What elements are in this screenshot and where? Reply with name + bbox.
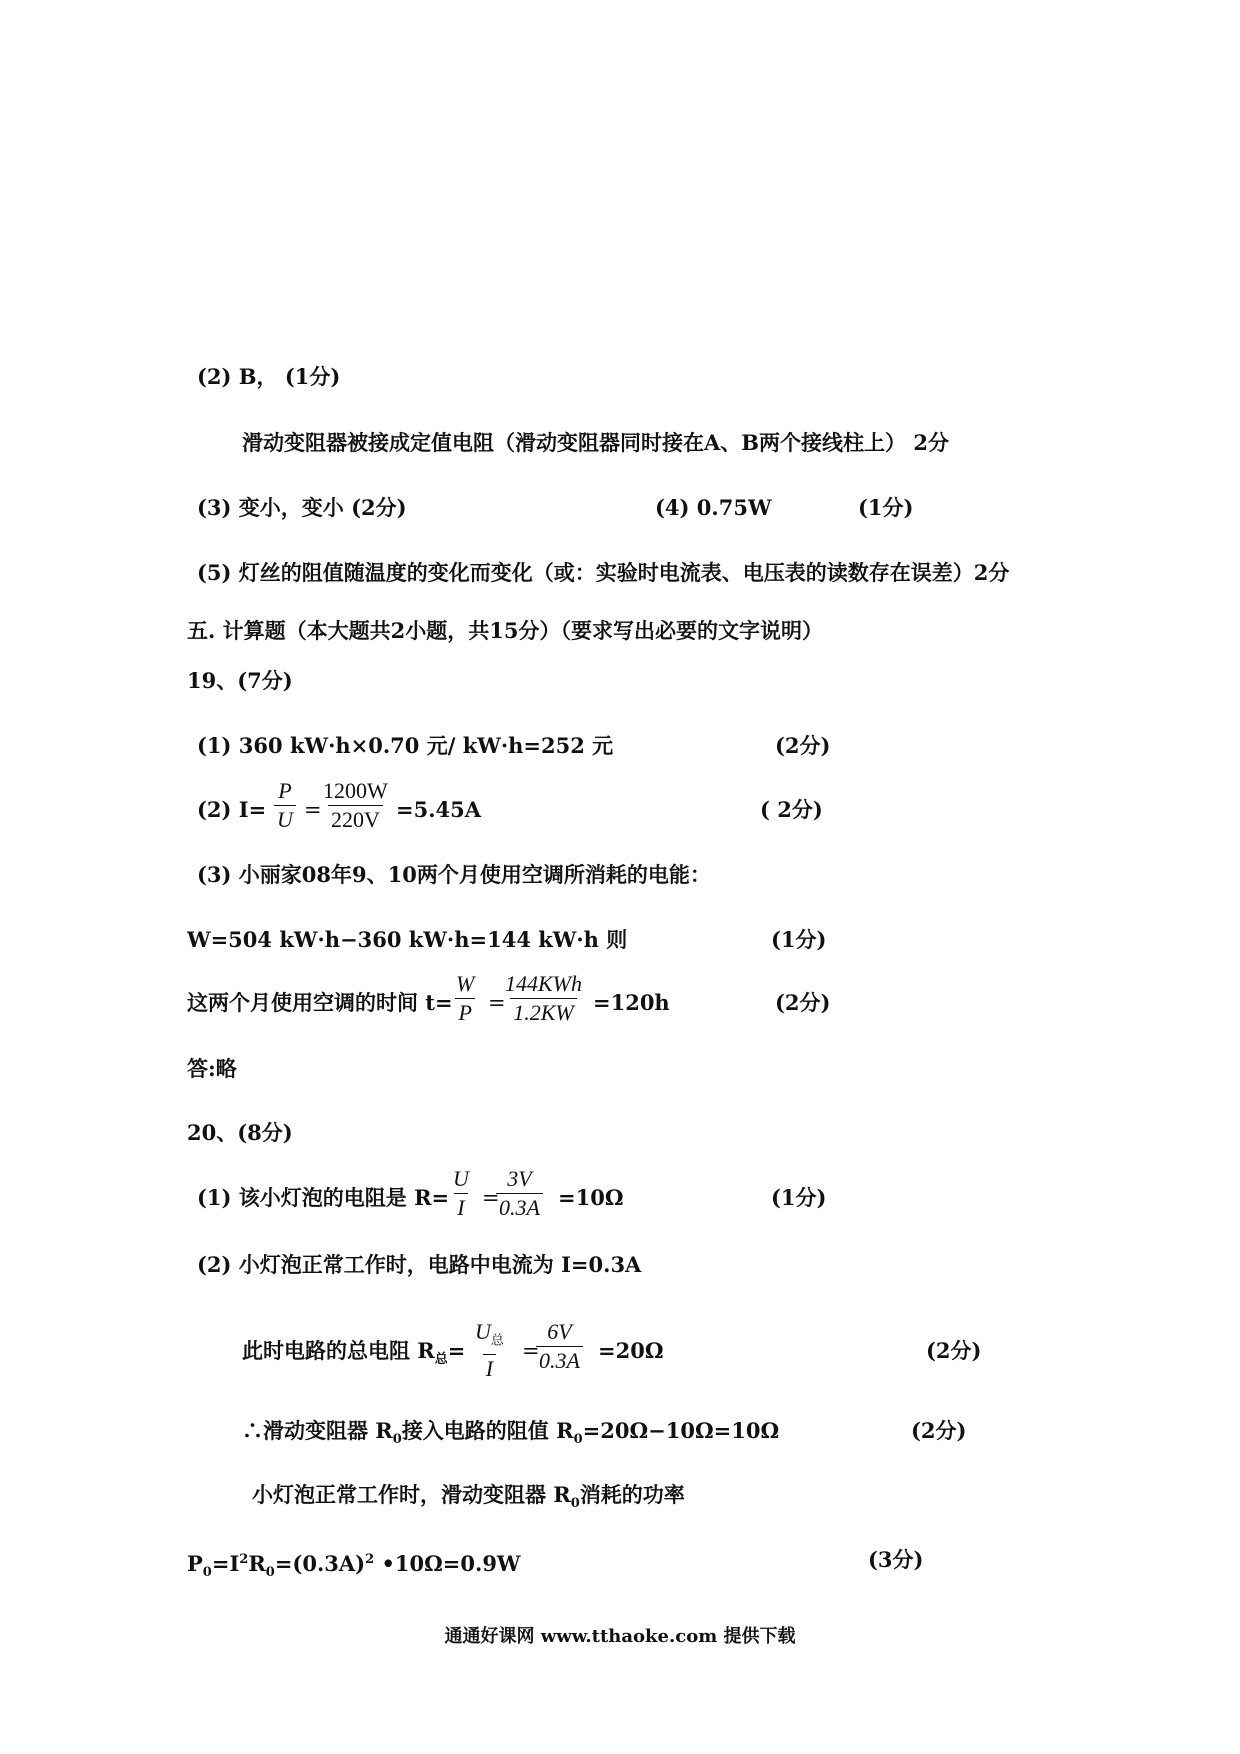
subscript: 0 — [265, 1565, 275, 1581]
text-b: =I — [211, 1551, 240, 1576]
p19-part2-fraction-2 — [320, 777, 391, 834]
prefix-text: 此时电路的总电阻 R — [242, 1338, 435, 1363]
superscript: 2 — [365, 1552, 375, 1567]
text-c: =20Ω−10Ω=10Ω — [582, 1418, 780, 1443]
text-b: 接入电路的阻值 R — [401, 1418, 574, 1443]
p19-part1: (1) 360 kW·h×0.70 元/ kW·h=252 元 — [197, 733, 614, 758]
denominator: I — [483, 1354, 496, 1383]
p20-final-line — [187, 1545, 521, 1588]
p19-time-prefix: 这两个月使用空调的时间 t= — [187, 990, 453, 1015]
text-a: P — [187, 1551, 203, 1576]
q2-line: (2) B， (1分) — [197, 364, 341, 389]
numerator: 1200W — [323, 778, 388, 803]
p20-part2: (2) 小灯泡正常工作时，电路中电流为 I=0.3A — [197, 1252, 642, 1277]
p20-part1-result: =10Ω — [558, 1185, 624, 1210]
problem-19-title: 19、(7分) — [187, 668, 293, 693]
denominator: 0.3A — [496, 1193, 543, 1222]
equals-sign: = — [304, 798, 322, 822]
text-d: =(0.3A) — [274, 1551, 366, 1576]
numerator-symbol: U — [475, 1319, 491, 1344]
q2-description: 滑动变阻器被接成定值电阻（滑动变阻器同时接在A、B两个接线柱上） 2分 — [242, 430, 949, 455]
p19-time-result: =120h — [593, 990, 670, 1015]
p19-energy-score: (1分) — [771, 927, 827, 952]
subscript: 0 — [202, 1565, 212, 1581]
p20-resistance-fraction-2 — [536, 1318, 583, 1375]
p20-r0-score: (2分) — [911, 1418, 967, 1443]
p19-time-score: (2分) — [775, 990, 831, 1015]
p19-part2-result: =5.45A — [396, 797, 482, 822]
denominator: 1.2KW — [510, 998, 577, 1027]
q4-line: (4) 0.75W — [655, 495, 772, 520]
p20-resistance-fraction-1 — [472, 1318, 507, 1383]
subscript: 0 — [570, 1496, 580, 1512]
p19-answer: 答:略 — [187, 1056, 237, 1081]
equals-sign: = — [522, 1339, 540, 1363]
numerator: W — [456, 971, 475, 996]
equals-sign: = — [482, 1186, 500, 1210]
text-b: 消耗的功率 — [579, 1482, 685, 1507]
q4-score: (1分) — [858, 495, 914, 520]
equals-sign: = — [447, 1338, 466, 1363]
numerator: 144KWh — [505, 971, 582, 996]
p20-r0-line — [242, 1416, 779, 1455]
p20-resistance-score: (2分) — [926, 1338, 982, 1363]
p19-part2-prefix: (2) I= — [197, 797, 267, 822]
p20-part1-score: (1分) — [771, 1185, 827, 1210]
p19-part2-score: ( 2分) — [760, 797, 823, 822]
page-footer: 通通好课网 www.tthaoke.com 提供下载 — [444, 1626, 796, 1647]
subscript: 0 — [573, 1432, 583, 1448]
denominator: 0.3A — [536, 1346, 583, 1375]
p19-time-fraction-1 — [453, 970, 477, 1027]
section-heading: 五. 计算题（本大题共2小题，共15分）（要求写出必要的文字说明） — [187, 618, 823, 643]
p19-part1-score: (2分) — [775, 733, 831, 758]
subscript: 总 — [434, 1352, 448, 1368]
text-c: R — [248, 1551, 266, 1576]
numerator: 3V — [507, 1166, 532, 1191]
text-a: ∴滑动变阻器 R — [242, 1418, 393, 1443]
p20-power-line — [252, 1480, 685, 1519]
p19-energy-line: W=504 kW·h−360 kW·h=144 kW·h 则 — [187, 927, 628, 952]
q5-line: (5) 灯丝的阻值随温度的变化而变化（或：实验时电流表、电压表的读数存在误差）2分 — [197, 560, 1010, 585]
p19-part2-fraction-1 — [274, 777, 296, 834]
problem-20-title: 20、(8分) — [187, 1120, 293, 1145]
denominator: P — [455, 998, 474, 1027]
numerator: U — [453, 1166, 469, 1191]
p20-resistance-prefix — [242, 1336, 465, 1375]
p20-resistance-result: =20Ω — [598, 1338, 664, 1363]
q3-line: (3) 变小，变小 (2分) — [197, 495, 407, 520]
numerator — [472, 1318, 507, 1354]
equals-sign: = — [488, 991, 506, 1015]
subscript: 0 — [392, 1432, 402, 1448]
p20-part1-fraction-2 — [496, 1165, 543, 1222]
p19-part3: (3) 小丽家08年9、10两个月使用空调所消耗的电能： — [197, 862, 711, 887]
superscript: 2 — [239, 1552, 249, 1567]
p20-part1-prefix: (1) 该小灯泡的电阻是 R= — [197, 1185, 450, 1210]
text-a: 小灯泡正常工作时，滑动变阻器 R — [252, 1482, 571, 1507]
numerator: 6V — [547, 1319, 572, 1344]
numerator-subscript: 总 — [490, 1332, 504, 1348]
p19-time-fraction-2 — [502, 970, 585, 1027]
denominator: U — [274, 805, 296, 834]
numerator: P — [278, 778, 292, 803]
denominator: 220V — [328, 805, 383, 834]
denominator: I — [454, 1193, 467, 1222]
p20-part1-fraction-1 — [450, 1165, 472, 1222]
p20-final-score: (3分) — [868, 1547, 924, 1572]
text-e: •10Ω=0.9W — [374, 1551, 521, 1576]
